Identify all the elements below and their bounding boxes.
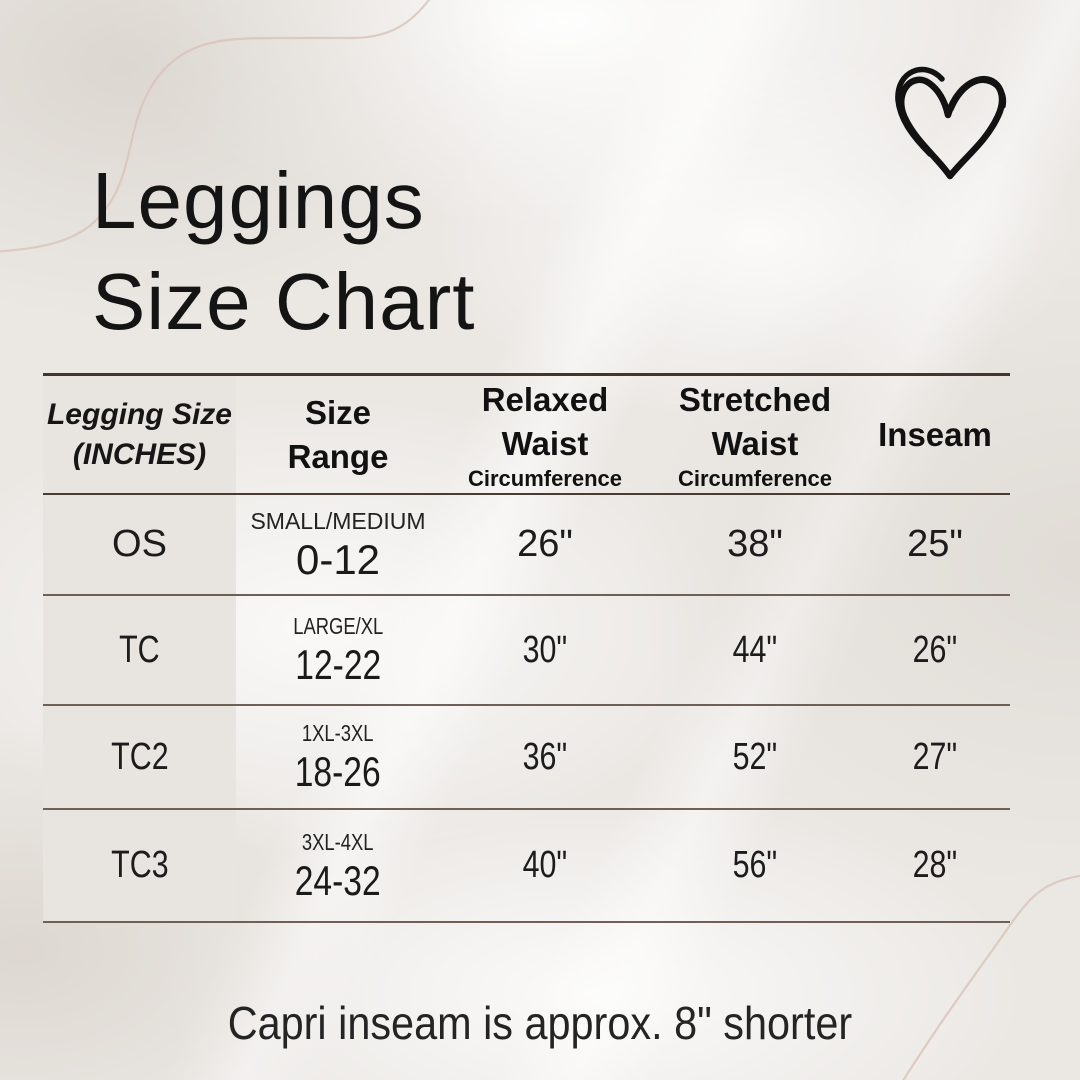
cell-relaxed-tc2: 36" — [440, 706, 650, 810]
page-title-line1: Leggings — [92, 156, 425, 245]
col-header-size-range: Size Range — [236, 376, 440, 495]
cell-inseam-tc3: 28" — [860, 810, 1010, 923]
col-header-legging-size: Legging Size (INCHES) — [43, 376, 236, 495]
cell-inseam-tc: 26" — [860, 596, 1010, 706]
page-title — [92, 150, 475, 352]
size-table — [43, 373, 1010, 920]
cell-range-os: SMALL/MEDIUM 0-12 — [236, 495, 440, 596]
col-header-stretched-waist: Stretched Waist Circumference — [650, 376, 860, 495]
footer-note: Capri inseam is approx. 8" shorter — [227, 997, 853, 1049]
cell-range-tc2: 1XL-3XL 18-26 — [236, 706, 440, 810]
cell-size-tc3: TC3 — [43, 810, 236, 923]
cell-relaxed-tc: 30" — [440, 596, 650, 706]
cell-stretched-tc: 44" — [650, 596, 860, 706]
cell-size-os: OS — [43, 495, 236, 596]
cell-inseam-tc2: 27" — [860, 706, 1010, 810]
cell-range-tc: LARGE/XL 12-22 — [236, 596, 440, 706]
cell-stretched-os: 38" — [650, 495, 860, 596]
cell-stretched-tc2: 52" — [650, 706, 860, 810]
cell-relaxed-tc3: 40" — [440, 810, 650, 923]
cell-relaxed-os: 26" — [440, 495, 650, 596]
cell-range-tc3: 3XL-4XL 24-32 — [236, 810, 440, 923]
cell-size-tc: TC — [43, 596, 236, 706]
col-header-inseam: Inseam — [860, 376, 1010, 495]
col-header-relaxed-waist: Relaxed Waist Circumference — [440, 376, 650, 495]
cell-inseam-os: 25" — [860, 495, 1010, 596]
cell-stretched-tc3: 56" — [650, 810, 860, 923]
page-title-line2: Size Chart — [92, 257, 476, 346]
cell-size-tc2: TC2 — [43, 706, 236, 810]
heart-icon — [884, 56, 1016, 196]
